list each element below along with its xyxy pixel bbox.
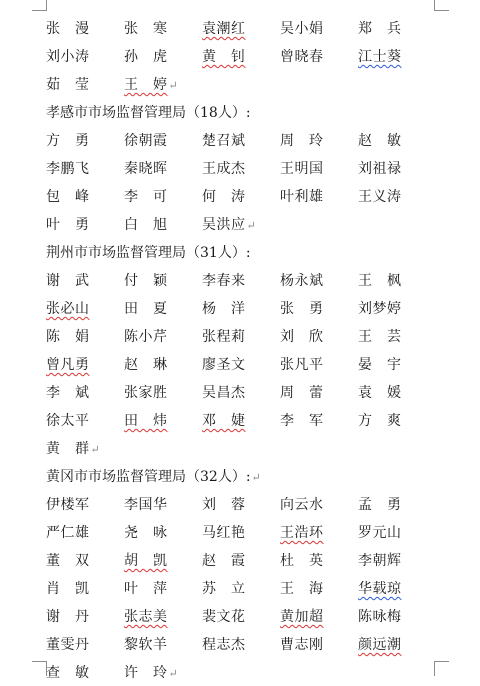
- document-body[interactable]: [46, 14, 446, 686]
- person-name: 查 敏: [46, 665, 90, 681]
- person-name: 方 爽: [358, 413, 402, 429]
- section-heading-text: 荆州市市场监督管理局（31人）:: [46, 245, 251, 261]
- name-row: [46, 210, 446, 238]
- person-name: [124, 74, 178, 94]
- person-name: 江士葵: [358, 49, 402, 65]
- person-name: 刘 蓉: [202, 497, 246, 513]
- name-row: [46, 126, 446, 154]
- person-name: 叶 勇: [46, 217, 90, 233]
- person-name: 张家胜: [124, 385, 168, 401]
- name-row: [46, 546, 446, 574]
- person-name: 孙 虎: [124, 49, 168, 65]
- name-row: [46, 42, 446, 70]
- name-row: [46, 350, 446, 378]
- page-corner-mark-bottom-left: [32, 661, 47, 676]
- person-name: 田 夏: [124, 301, 168, 317]
- person-name: 华载琼: [358, 581, 402, 597]
- person-name: 苏 立: [202, 581, 246, 597]
- person-name: 李国华: [124, 497, 168, 513]
- name-row: [46, 434, 446, 462]
- name-row: [46, 14, 446, 42]
- person-name: 王浩环: [280, 525, 324, 541]
- person-name: 刘 欣: [280, 329, 324, 345]
- person-name: 黄加超: [280, 609, 324, 625]
- person-name: 包 峰: [46, 189, 90, 205]
- person-name: 陈 娟: [46, 329, 90, 345]
- page-corner-mark-top-right: [434, 0, 449, 11]
- person-name: 付 颖: [124, 273, 168, 289]
- person-name: 刘梦婷: [358, 301, 402, 317]
- person-name: 曾凡勇: [46, 357, 90, 373]
- person-name: 罗元山: [358, 525, 402, 541]
- person-name: 何 涛: [202, 189, 246, 205]
- person-name: 尧 咏: [124, 525, 168, 541]
- person-name: 叶 萍: [124, 581, 168, 597]
- person-name-text: 吴洪应: [202, 217, 246, 233]
- paragraph-mark: ↵: [251, 471, 261, 484]
- name-row: [46, 406, 446, 434]
- page-corner-mark-top-left: [32, 0, 47, 11]
- person-name: 张 勇: [280, 301, 324, 317]
- person-name: 张凡平: [280, 357, 324, 373]
- person-name: 向云水: [280, 497, 324, 513]
- section-heading-text: [46, 466, 261, 486]
- person-name: 曹志刚: [280, 637, 324, 653]
- person-name: 李朝辉: [358, 553, 402, 569]
- person-name: 赵 敏: [358, 133, 402, 149]
- name-row: [46, 630, 446, 658]
- name-row: [46, 266, 446, 294]
- section-heading-label: 黄冈市市场监督管理局（32人）:: [46, 469, 251, 485]
- person-name: 赵 琳: [124, 357, 168, 373]
- person-name: 张 漫: [46, 21, 90, 37]
- person-name: 杨永斌: [280, 273, 324, 289]
- name-row: [46, 518, 446, 546]
- person-name: 吴小娟: [280, 21, 324, 37]
- paragraph-mark: ↵: [246, 219, 256, 232]
- person-name: 肖 凯: [46, 581, 90, 597]
- person-name: 裴文花: [202, 609, 246, 625]
- person-name: 廖圣文: [202, 357, 246, 373]
- section-heading-jingzhou: [46, 238, 446, 266]
- person-name: 黄 钊: [202, 49, 246, 65]
- person-name: [46, 438, 100, 458]
- name-row: [46, 658, 446, 686]
- person-name: 胡 凯: [124, 553, 168, 569]
- person-name: 张志美: [124, 609, 168, 625]
- person-name: 周 玲: [280, 133, 324, 149]
- person-name: 王义涛: [358, 189, 402, 205]
- person-name: 李 可: [124, 189, 168, 205]
- person-name: 董 双: [46, 553, 90, 569]
- person-name: 郑 兵: [358, 21, 402, 37]
- person-name: 王 海: [280, 581, 324, 597]
- person-name-text: 许 玲: [124, 665, 168, 681]
- person-name: 程志杰: [202, 637, 246, 653]
- person-name: 李 斌: [46, 385, 90, 401]
- person-name: 袁潮红: [202, 21, 246, 37]
- section-heading-text: 孝感市市场监督管理局（18人）:: [46, 105, 251, 121]
- person-name: 秦晓晖: [124, 161, 168, 177]
- name-row: [46, 574, 446, 602]
- person-name: [202, 214, 256, 234]
- name-row: [46, 322, 446, 350]
- name-row: [46, 490, 446, 518]
- person-name: 曾晓春: [280, 49, 324, 65]
- person-name: 袁 媛: [358, 385, 402, 401]
- person-name: 孟 勇: [358, 497, 402, 513]
- person-name: 伊楼军: [46, 497, 90, 513]
- person-name: 王 芸: [358, 329, 402, 345]
- person-name: 刘小涛: [46, 49, 90, 65]
- person-name: 张必山: [46, 301, 90, 317]
- person-name: 赵 霞: [202, 553, 246, 569]
- person-name: 颜远潮: [358, 637, 402, 653]
- person-name: 王明国: [280, 161, 324, 177]
- name-row: [46, 378, 446, 406]
- person-name: 李 军: [280, 413, 324, 429]
- name-row: [46, 294, 446, 322]
- person-name: 王 枫: [358, 273, 402, 289]
- person-name: 徐朝霞: [124, 133, 168, 149]
- person-name: 田 炜: [124, 413, 168, 429]
- name-row: [46, 182, 446, 210]
- section-heading-huanggang: [46, 462, 446, 490]
- person-name: 晏 宇: [358, 357, 402, 373]
- paragraph-mark: ↵: [90, 443, 100, 456]
- person-name-text: 黄 群: [46, 441, 90, 457]
- person-name: 谢 武: [46, 273, 90, 289]
- name-row: [46, 154, 446, 182]
- person-name: 叶利雄: [280, 189, 324, 205]
- person-name: 方 勇: [46, 133, 90, 149]
- person-name: 李春来: [202, 273, 246, 289]
- paragraph-mark: ↵: [168, 667, 178, 680]
- person-name: 吴昌杰: [202, 385, 246, 401]
- name-row: [46, 602, 446, 630]
- person-name: 徐太平: [46, 413, 90, 429]
- person-name: 李鹏飞: [46, 161, 90, 177]
- person-name: 杜 英: [280, 553, 324, 569]
- person-name: 张 寒: [124, 21, 168, 37]
- person-name: 楚召斌: [202, 133, 246, 149]
- person-name: 张程莉: [202, 329, 246, 345]
- person-name: 茹 莹: [46, 77, 90, 93]
- person-name: 严仁雄: [46, 525, 90, 541]
- paragraph-mark: ↵: [168, 79, 178, 92]
- person-name: 谢 丹: [46, 609, 90, 625]
- person-name-text: 王 婷: [124, 77, 168, 93]
- name-row: [46, 70, 446, 98]
- person-name: 王成杰: [202, 161, 246, 177]
- person-name: 杨 洋: [202, 301, 246, 317]
- person-name: 马红艳: [202, 525, 246, 541]
- person-name: 黎软羊: [124, 637, 168, 653]
- person-name: 刘祖禄: [358, 161, 402, 177]
- person-name: 白 旭: [124, 217, 168, 233]
- person-name: 邓 婕: [202, 413, 246, 429]
- person-name: 周 蕾: [280, 385, 324, 401]
- section-heading-xiaogan: [46, 98, 446, 126]
- person-name: [124, 662, 178, 682]
- person-name: 陈小芹: [124, 329, 168, 345]
- person-name: 董雯丹: [46, 637, 90, 653]
- person-name: 陈咏梅: [358, 609, 402, 625]
